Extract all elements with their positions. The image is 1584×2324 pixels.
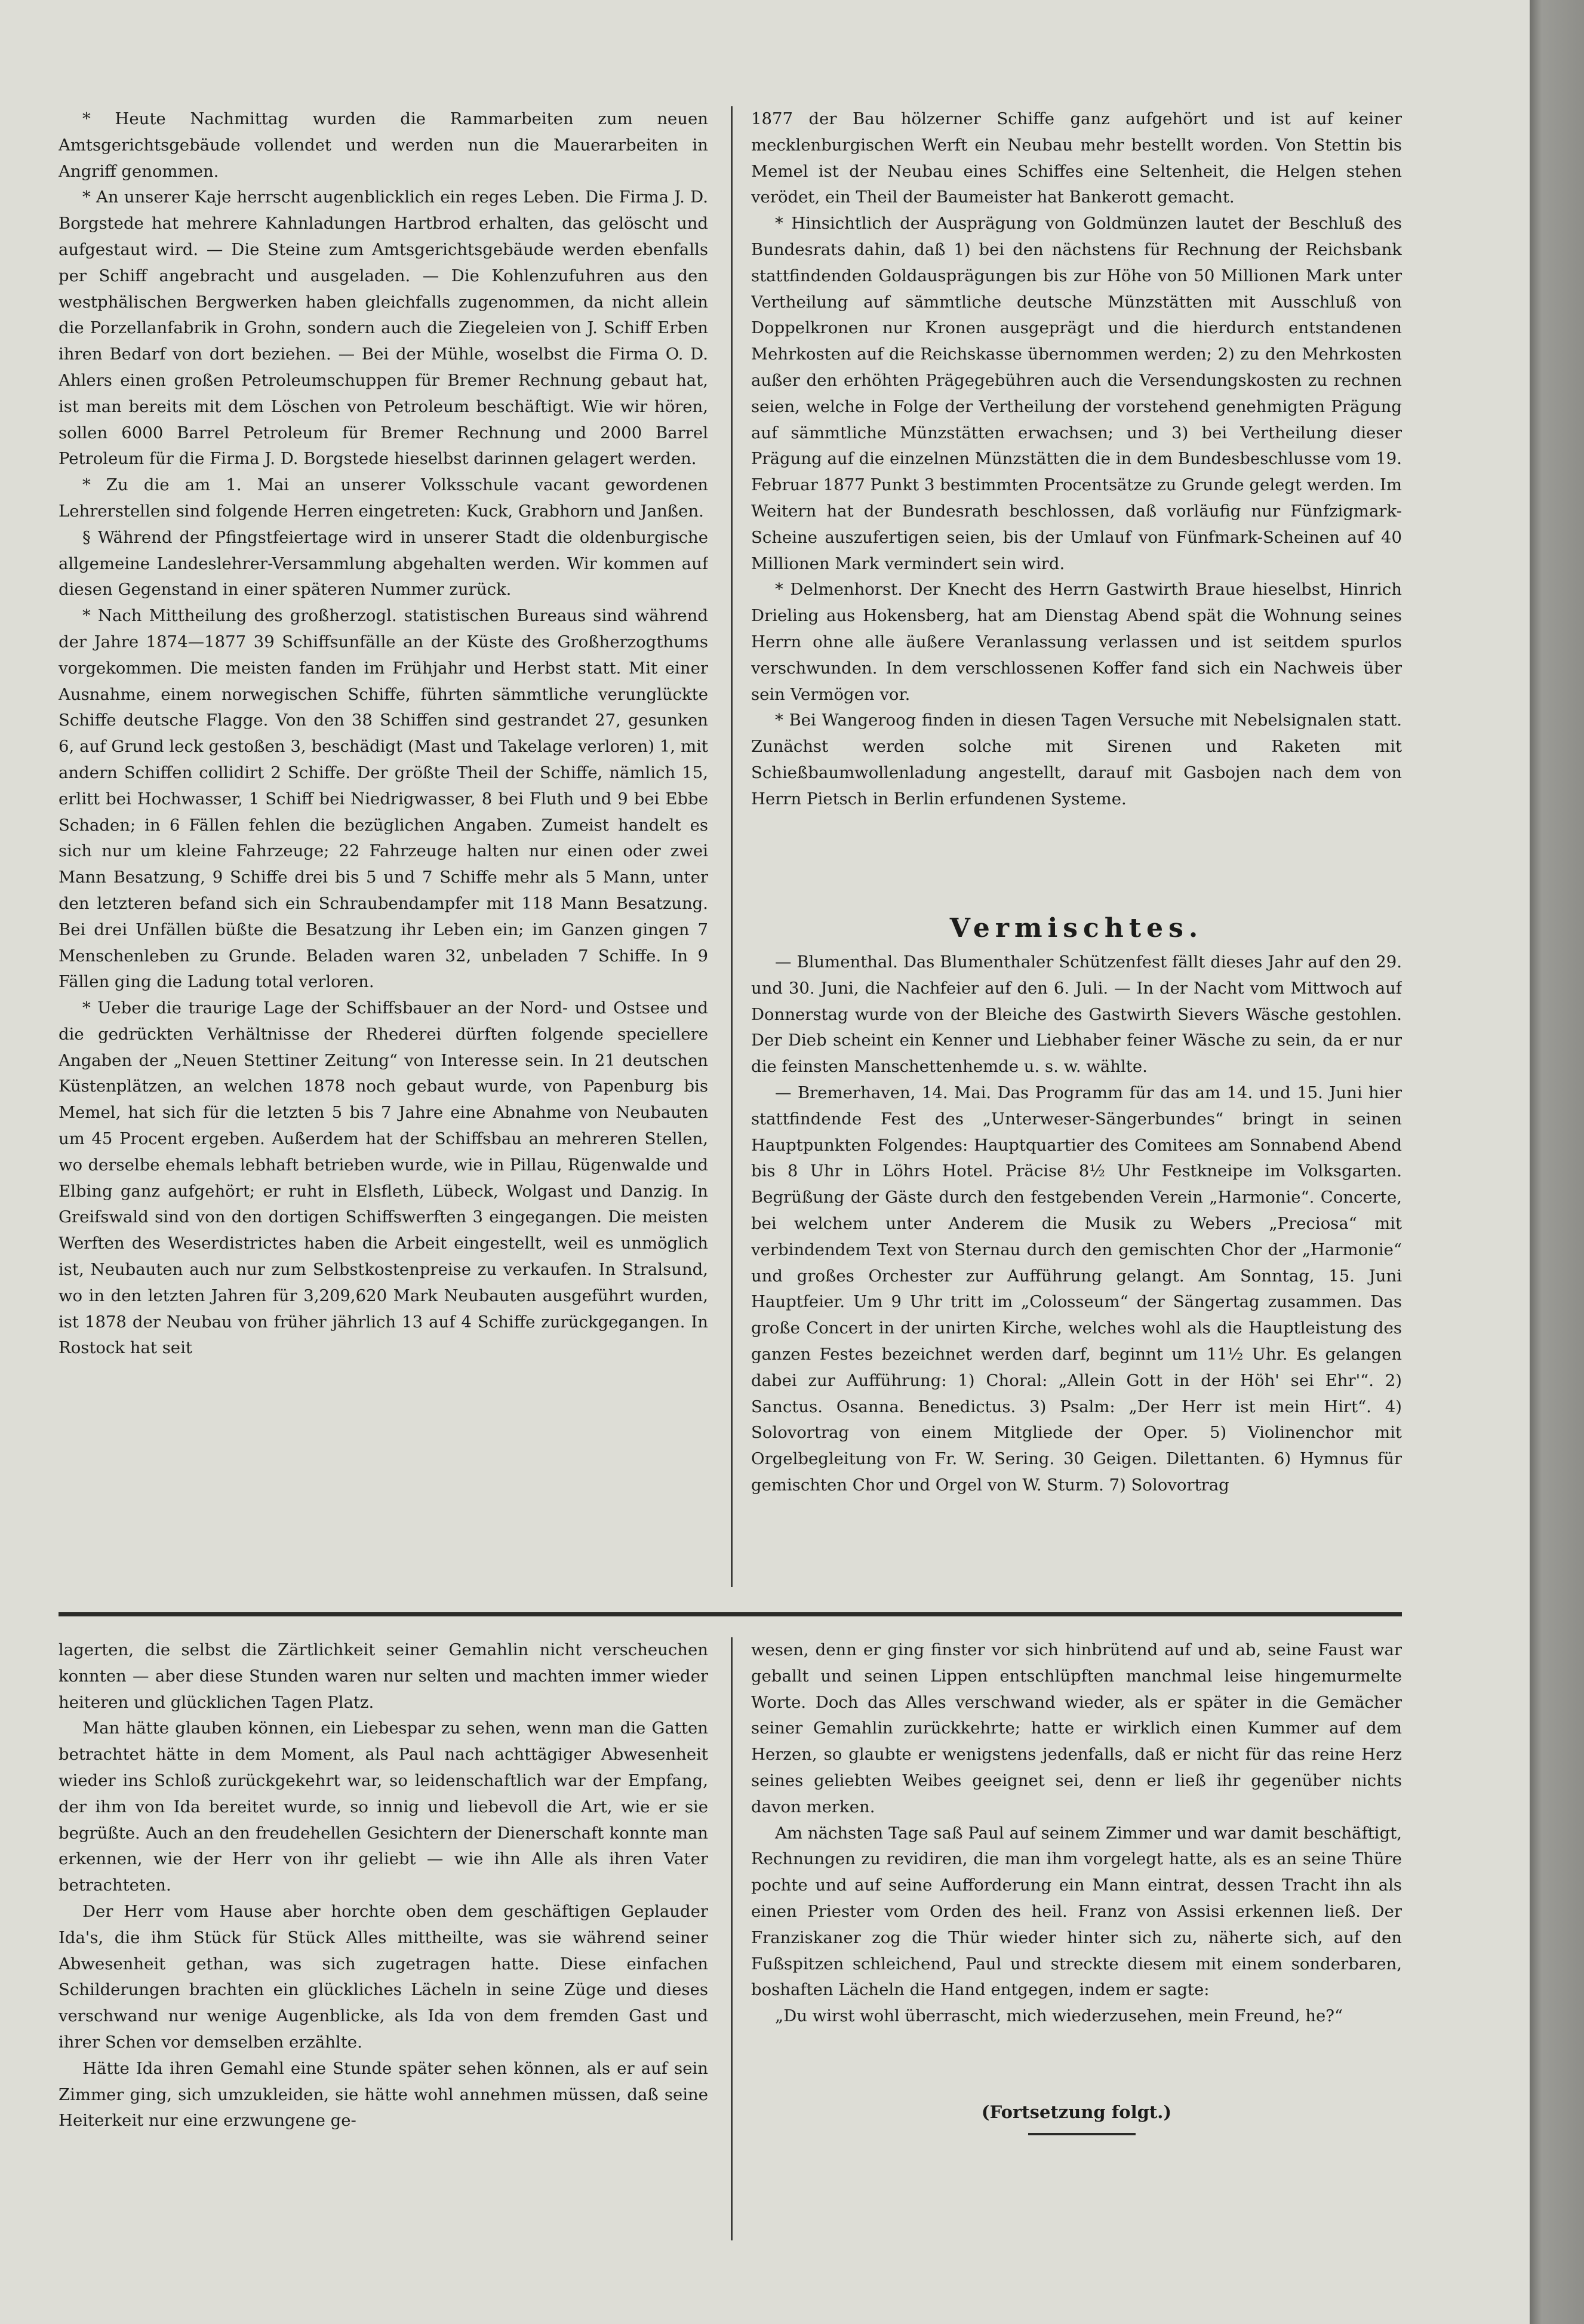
vermischtes-section	[751, 908, 1402, 1588]
column-divider	[731, 106, 733, 1587]
story-paragraph: „Du wirst wohl überrascht, mich wiederzusehen, mein Freund, he?“	[775, 2006, 1343, 2026]
news-item: * Nach Mittheilung des großherzogl. statistischen Bureaus sind während der Jahre 1874—1877 39 Schiffsunfälle an der Küste des Großherzogthums vorgekommen. Die meisten fanden im Frühjahr und Herbst statt. Mit einer Ausnahme, einem norwegischen Schiffe, führten sämmtliche verunglückte Schiffe deutsche Flagge. Von den 38 Schiffen sind gestrandet 27, gesunken 6, auf Grund leck gestoßen 3, beschädigt (Mast und Takelage verloren) 1, mit andern Schiffen collidirt 2 Schiffe. Der größte Theil der Schiffe, nämlich 15, erlitt bei Hochwasser, 1 Schiff bei Niedrigwasser, 8 bei Fluth und 9 bei Ebbe Schaden; in 6 Fällen fehlen die bezüglichen Angaben. Zumeist handelt es sich nur um kleine Fahrzeuge; 22 Fahrzeuge halten nur einen oder zwei Mann Besatzung, 9 Schiffe drei bis 5 und 7 Schiffe mehr als 5 Mann, unter den letzteren befand sich ein Schraubendampfer mit 118 Mann Besatzung. Bei drei Unfällen büßte die Besatzung ihr Leben ein; im Ganzen gingen 7 Menschenleben zu Grunde. Beladen waren 32, unbeladen 7 Schiffe. In 9 Fällen ging die Ladung total verloren.	[59, 606, 708, 992]
news-column-right	[751, 106, 1402, 905]
news-item: * Hinsichtlich der Ausprägung von Goldmünzen lautet der Beschluß des Bundesrats dahin, daß 1) bei den nächstens für Rechnung der Reichsbank stattfindenden Goldausprägungen bis zur Höhe von 50 Millionen Mark unter Vertheilung auf sämmtliche deutsche Münzstätten mit Ausschluß von Doppelkronen nur Kronen ausgeprägt und die hierdurch entstandenen Mehrkosten auf die Reichskasse übernommen werden; 2) zu den Mehrkosten außer den erhöhten Prägegebühren auch die Versendungskosten zu rechnen seien, welche in Folge der Vertheilung der vorstehend genehmigten Prägung auf sämmtliche Münzstätten erwachsen; und 3) bei Vertheilung dieser Prägung auf die einzelnen Münzstätten die in dem Bundesbeschlusse vom 19. Februar 1877 Punkt 3 bestimmten Procentsätze zu Grunde gelegt werden. Im Weitern hat der Bundesrath beschlossen, daß vorläufig nur Fünfzigmark-Scheine auszufertigen seien, bis der Umlauf von Fünfmark-Scheinen auf 40 Millionen Mark vermindert sein wird.	[751, 214, 1402, 573]
column-divider	[731, 1637, 733, 2240]
news-item: § Während der Pfingstfeiertage wird in unserer Stadt die oldenburgische allgemeine Landeslehrer-Versammlung abgehalten werden. Wir kommen auf diesen Gegenstand in einer späteren Nummer zurück.	[59, 527, 708, 600]
story-paragraph: Man hätte glauben können, ein Liebespar zu sehen, wenn man die Gatten betrachtet hätte in dem Moment, als Paul nach achttägiger Abwesenheit wieder ins Schloß zurückgekehrt war, so leidenschaftlich war der Empfang, der ihm von Ida bereitet wurde, so innig und liebevoll die Art, wie er sie begrüßte. Auch an den freudehellen Gesichtern der Dienerschaft konnte man erkennen, wie der Herr von ihr geliebt — wie ihn Alle als ihren Vater betrachteten.	[59, 1719, 708, 1895]
news-item: * Bei Wangeroog finden in diesen Tagen Versuche mit Nebelsignalen statt. Zunächst werden solche mit Sirenen und Raketen mit Schießbaumwollenladung angestellt, darauf mit Gasbojen nach dem von Herrn Pietsch in Berlin erfundenen Systeme.	[751, 711, 1402, 809]
news-item: * Delmenhorst. Der Knecht des Herrn Gastwirth Braue hieselbst, Hinrich Drieling aus Hokensberg, hat am Dienstag Abend spät die Wohnung seines Herrn ohne alle äußere Veranlassung verlassen und ist seitdem spurlos verschwunden. In dem verschlossenen Koffer fand sich ein Nachweis über sein Vermögen vor.	[751, 580, 1402, 704]
news-item: 1877 der Bau hölzerner Schiffe ganz aufgehört und ist auf keiner mecklenburgischen Werft ein Neubau mehr bestellt worden. Von Stettin bis Memel ist der Neubau eines Schiffes eine Seltenheit, die Helgen stehen verödet, ein Theil der Baumeister hat Bankerott gemacht.	[751, 109, 1402, 207]
story-paragraph: wesen, denn er ging finster vor sich hinbrütend auf und ab, seine Faust war geballt und seinen Lippen entschlüpften manchmal leise hingemurmelte Worte. Doch das Alles verschwand wieder, als er später in die Gemächer seiner Gemahlin zurückkehrte; hatte er wirklich einen Kummer auf dem Herzen, so glaubte er wenigstens jedenfalls, daß er nicht für das reine Herz seines geliebten Weibes geeignet sei, denn er ließ ihr gegenüber nichts davon merken.	[751, 1640, 1402, 1816]
end-rule	[1028, 2133, 1136, 2135]
news-item: — Blumenthal. Das Blumenthaler Schützenfest fällt dieses Jahr auf den 29. und 30. Juni, die Nachfeier auf den 6. Juli. — In der Nacht vom Mittwoch auf Donnerstag wurde von der Bleiche des Gastwirth Sievers Wäsche gestohlen. Der Dieb scheint ein Kenner und Liebhaber feiner Wäsche zu sein, da er nur die feinsten Manschettenhemde u. s. w. wählte.	[751, 952, 1402, 1077]
story-paragraph: lagerten, die selbst die Zärtlichkeit seiner Gemahlin nicht verscheuchen konnten — aber diese Stunden waren nur selten und machten immer wieder heiteren und glücklichen Tagen Platz.	[59, 1640, 708, 1712]
news-column-left	[59, 106, 708, 1588]
page-edge	[1530, 0, 1584, 2324]
feuilleton-column-left	[59, 1637, 708, 2240]
news-item: — Bremerhaven, 14. Mai. Das Programm für das am 14. und 15. Juni hier stattfindende Fest des „Unterweser-Sängerbundes“ bringt in seinen Hauptpunkten Folgendes: Hauptquartier des Comitees am Sonnabend Abend bis 8 Uhr in Löhrs Hotel. Präcise 8½ Uhr Festkneipe im Volksgarten. Begrüßung der Gäste durch den festgebenden Verein „Harmonie“. Concerte, bei welchem unter Anderem die Musik zu Webers „Preciosa“ mit verbindendem Text von Sternau durch den gemischten Chor der „Harmonie“ und großes Orchester zur Aufführung gelangt. Am Sonntag, 15. Juni Hauptfeier. Um 9 Uhr tritt im „Colosseum“ der Sängertag zusammen. Das große Concert in der unirten Kirche, welches wohl als die Hauptleistung des ganzen Festes bezeichnet werden darf, beginnt um 11½ Uhr. Es gelangen dabei zur Aufführung: 1) Choral: „Allein Gott in der Höh' sei Ehr'“. 2) Sanctus. Osanna. Benedictus. 3) Psalm: „Der Herr ist mein Hirt“. 4) Solovortrag von einem Mitgliede der Oper. 5) Violinenchor mit Orgelbegleitung von Fr. W. Sering. 30 Geigen. Dilettanten. 6) Hymnus für gemischten Chor und Orgel von W. Sturm. 7) Solovortrag	[751, 1083, 1402, 1495]
story-paragraph: Am nächsten Tage saß Paul auf seinem Zimmer und war damit beschäftigt, Rechnungen zu revidiren, die man ihm vorgelegt hatte, als es an seine Thüre pochte und auf seine Aufforderung ein Mann eintrat, dessen Tracht ihn als einen Priester vom Orden des heil. Franz von Assisi erkennen ließ. Der Franziskaner zog die Thür wieder hinter sich zu, näherte sich, auf den Fußspitzen schleichend, Paul und streckte diesem mit einem sonderbaren, boshaften Lächeln die Hand entgegen, indem er sagte:	[751, 1823, 1402, 2000]
feuilleton-separator	[59, 1612, 1402, 1616]
continuation-note: (Fortsetzung folgt.)	[981, 2102, 1172, 2122]
story-paragraph: Der Herr vom Hause aber horchte oben dem geschäftigen Geplauder Ida's, die ihm Stück für Stück Alles mittheilte, was sie während seiner Abwesenheit gethan, was sich zugetragen hatte. Diese einfachen Schilderungen brachten ein glückliches Lächeln in seine Züge und dieses verschwand nur wenige Augenblicke, als Ida von dem fremden Gast und ihrer Schen vor demselben erzählte.	[59, 1901, 708, 2052]
news-item: * Zu die am 1. Mai an unserer Volksschule vacant gewordenen Lehrerstellen sind folgende Herren eingetreten: Kuck, Grabhorn und Janßen.	[59, 475, 708, 521]
feuilleton-column-right	[751, 1637, 1402, 2091]
news-item: * Ueber die traurige Lage der Schiffsbauer an der Nord- und Ostsee und die gedrückten Verhältnisse der Rhederei dürften folgende speciellere Angaben der „Neuen Stettiner Zeitung“ von Interesse sein. In 21 deutschen Küstenplätzen, an welchen 1878 noch gebaut wurde, von Papenburg bis Memel, hat sich für die letzten 5 bis 7 Jahre eine Abnahme von Neubauten um 45 Procent ergeben. Außerdem hat der Schiffsbau an mehreren Stellen, wo derselbe ehemals lebhaft betrieben wurde, wie in Pillau, Rügenwalde und Elbing ganz aufgehört; er ruht in Elsfleth, Lübeck, Wolgast und Danzig. In Greifswald sind von den dortigen Schiffswerften 3 eingegangen. Die meisten Werften des Weserdistrictes haben die Arbeit eingestellt, weil es unmöglich ist, Neubauten auch nur zum Selbstkostenpreise zu verkaufen. In Stralsund, wo in den letzten Jahren für 3,209,620 Mark Neubauten ausgeführt wurden, ist 1878 der Neubau von früher jährlich 13 auf 4 Schiffe zurückgegangen. In Rostock hat seit	[59, 998, 708, 1358]
news-item: * An unserer Kaje herrscht augenblicklich ein reges Leben. Die Firma J. D. Borgstede hat mehrere Kahnladungen Hartbrod erhalten, das gelöscht und aufgestaut wird. — Die Steine zum Amtsgerichtsgebäude werden ebenfalls per Schiff angebracht und ausgeladen. — Die Kohlenzufuhren aus den westphälischen Bergwerken haben gleichfalls zugenommen, da nicht allein die Porzellanfabrik in Grohn, sondern auch die Ziegeleien von J. Schiff Erben ihren Bedarf von dort beziehen. — Bei der Mühle, woselbst die Firma O. D. Ahlers einen großen Petroleumschuppen für Bremer Rechnung gebaut hat, ist man bereits mit dem Löschen von Petroleum beschäftigt. Wie wir hören, sollen 6000 Barrel Petroleum für Bremer Rechnung und 2000 Barrel Petroleum für die Firma J. D. Borgstede hieselbst darinnen gelagert werden.	[59, 187, 708, 469]
section-heading: Vermischtes.	[949, 913, 1204, 943]
news-item: * Heute Nachmittag wurden die Rammarbeiten zum neuen Amtsgerichtsgebäude vollendet und werden nun die Mauerarbeiten in Angriff genommen.	[59, 109, 708, 181]
story-paragraph: Hätte Ida ihren Gemahl eine Stunde später sehen können, als er auf sein Zimmer ging, sich umzukleiden, sie hätte wohl annehmen müssen, daß seine Heiterkeit nur eine erzwungene ge-	[59, 2058, 708, 2131]
